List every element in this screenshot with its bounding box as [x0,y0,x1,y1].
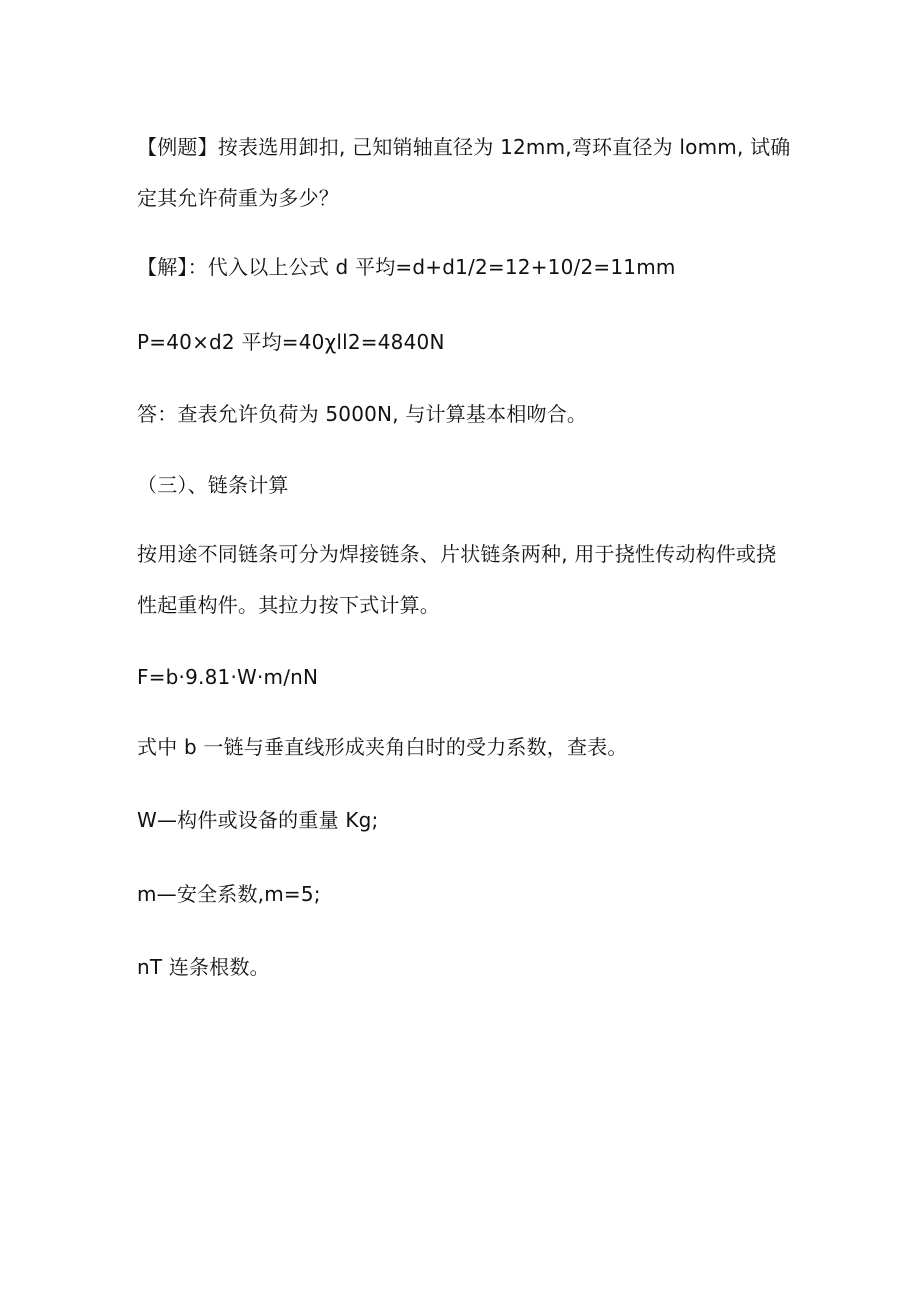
chain-paragraph-line-2: 性起重构件。其拉力按下式计算。 [137,593,440,617]
formula-p-line: P=40×d2 平均=40χll2=4840N [137,330,445,354]
variable-w-line: W—构件或设备的重量 Kg; [137,808,379,832]
solution-line: 【解】：代入以上公式 d 平均=d+d1/2=12+10/2=11mm [137,255,676,279]
example-question-line-2: 定其允许荷重为多少？ [137,186,339,210]
answer-line: 答：查表允许负荷为 5000N, 与计算基本相吻合。 [137,402,588,426]
example-question-line-1: 【例题】按表选用卸扣, 己知销轴直径为 12mm,弯环直径为 lomm, 试确 [137,135,791,159]
coefficient-b-line: 式中 b 一链与垂直线形成夹角白时的受力系数，查表。 [137,735,628,759]
variable-m-line: m—安全系数,m=5; [137,882,321,906]
formula-f-line: F=b·9.81·W·m∕nN [137,665,319,689]
variable-n-line: nT 连条根数。 [137,955,270,979]
section-heading: （三）、链条计算 [137,473,289,497]
chain-paragraph-line-1: 按用途不同链条可分为焊接链条、片状链条两种, 用于挠性传动构件或挠 [137,542,777,566]
